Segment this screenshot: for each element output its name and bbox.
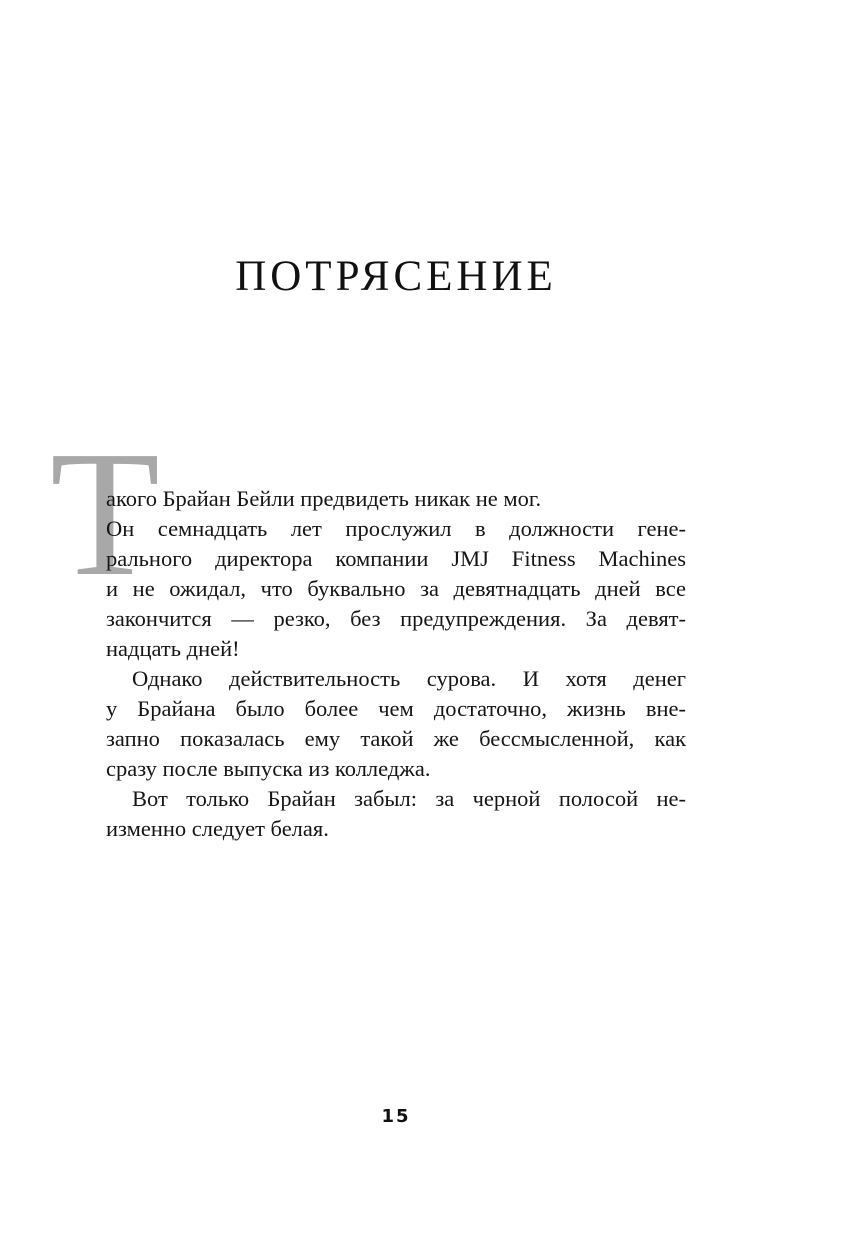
body-line: сразу после выпуска из колледжа. bbox=[106, 756, 431, 781]
page-number: 15 bbox=[381, 1106, 411, 1127]
chapter-title: ПОТРЯСЕНИЕ bbox=[235, 253, 557, 300]
body-line: рального директора компании JMJ Fitness Machines bbox=[106, 546, 686, 571]
body-line: надцать дней! bbox=[106, 636, 240, 661]
body-line: запно показалась ему такой же бессмысленной, как bbox=[106, 726, 686, 751]
body-line: Он семнадцать лет прослужил в должности гене- bbox=[106, 516, 686, 541]
body-line: изменно следует белая. bbox=[106, 816, 329, 841]
body-line: Вот только Брайан забыл: за черной полосой не- bbox=[132, 786, 686, 811]
body-line: закончится — резко, без предупреждения. За девят- bbox=[106, 606, 686, 631]
body-line: и не ожидал, что буквально за девятнадцать дней все bbox=[106, 576, 686, 601]
body-line: Однако действительность сурова. И хотя денег bbox=[132, 666, 686, 691]
body-line: акого Брайан Бейли предвидеть никак не мог. bbox=[106, 486, 542, 511]
drop-cap-letter: Т bbox=[50, 414, 160, 613]
body-line: у Брайана было более чем достаточно, жизнь вне- bbox=[106, 696, 686, 721]
